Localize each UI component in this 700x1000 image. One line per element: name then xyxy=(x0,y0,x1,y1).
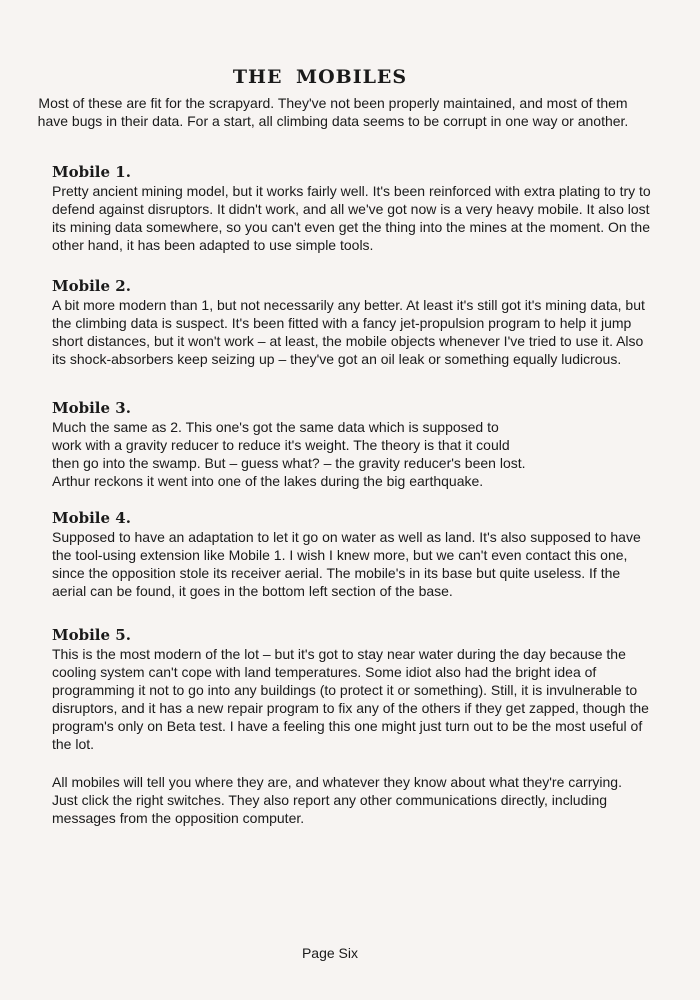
section-mobile-4 xyxy=(52,508,652,600)
section-mobile-2 xyxy=(52,276,652,368)
section-mobile-5 xyxy=(52,625,652,753)
section-heading: Mobile 1. xyxy=(52,163,131,181)
section-heading: Mobile 5. xyxy=(52,626,131,644)
section-body: Supposed to have an adaptation to let it go on water as well as land. It's also supposed to have the tool-using extension like Mobile 1. I wish I knew more, but we can't even contact this one, since the opposition stole its receiver aerial. The mobile's in its base but quite useless. If the aerial can be found, it goes in the bottom left section of the base. xyxy=(52,529,641,599)
section-mobile-3 xyxy=(52,398,532,490)
section-heading: Mobile 2. xyxy=(52,277,131,295)
page-title: THE MOBILES xyxy=(232,66,408,88)
page-number: Page Six xyxy=(301,945,359,961)
section-body: Pretty ancient mining model, but it works fairly well. It's been reinforced with extra plating to try to defend against disruptors. It didn't work, and all we've got now is a very heavy mobile. It also lost its mining data somewhere, so you can't even get the thing into the mines at the moment. On the other hand, it has been adapted to use simple tools. xyxy=(52,183,651,253)
section-heading: Mobile 3. xyxy=(52,399,131,417)
section-body: This is the most modern of the lot – but it's got to stay near water during the day because the cooling system can't cope with land temperatures. Some idiot also had the bright idea of programming it not to go into any buildings (to protect it or something). Still, it is invulnerable to disruptors, and it has a new repair program to fix any of the others if they get zapped, though the program's only on Beta test. I have a feeling this one might just turn out to be the most useful of the lot. xyxy=(52,646,649,752)
section-body: Much the same as 2. This one's got the same data which is supposed to work with a gravity reducer to reduce it's weight. The theory is that it could then go into the swamp. But – guess what? – the gravity reducer's been lost. Arthur reckons it went into one of the lakes during the big earthquake. xyxy=(52,419,526,489)
section-mobile-1 xyxy=(52,162,652,254)
section-body: A bit more modern than 1, but not necessarily any better. At least it's still got it's mining data, but the climbing data is suspect. It's been fitted with a fancy jet-propulsion program to help it jump short distances, but it won't work – at least, the mobile objects whenever I've tried to use it. Also its shock-absorbers keep seizing up – they've got an oil leak or something equally ludicrous. xyxy=(52,297,645,367)
intro-paragraph: Most of these are fit for the scrapyard. They've not been properly maintained, and most of them have bugs in their data. For a start, all climbing data seems to be corrupt in one way or another. xyxy=(37,95,629,129)
section-heading: Mobile 4. xyxy=(52,509,131,527)
closing-paragraph: All mobiles will tell you where they are, and whatever they know about what they're carrying. Just click the right switches. They also report any other communications directly, including messages from the opposition computer. xyxy=(52,774,622,826)
